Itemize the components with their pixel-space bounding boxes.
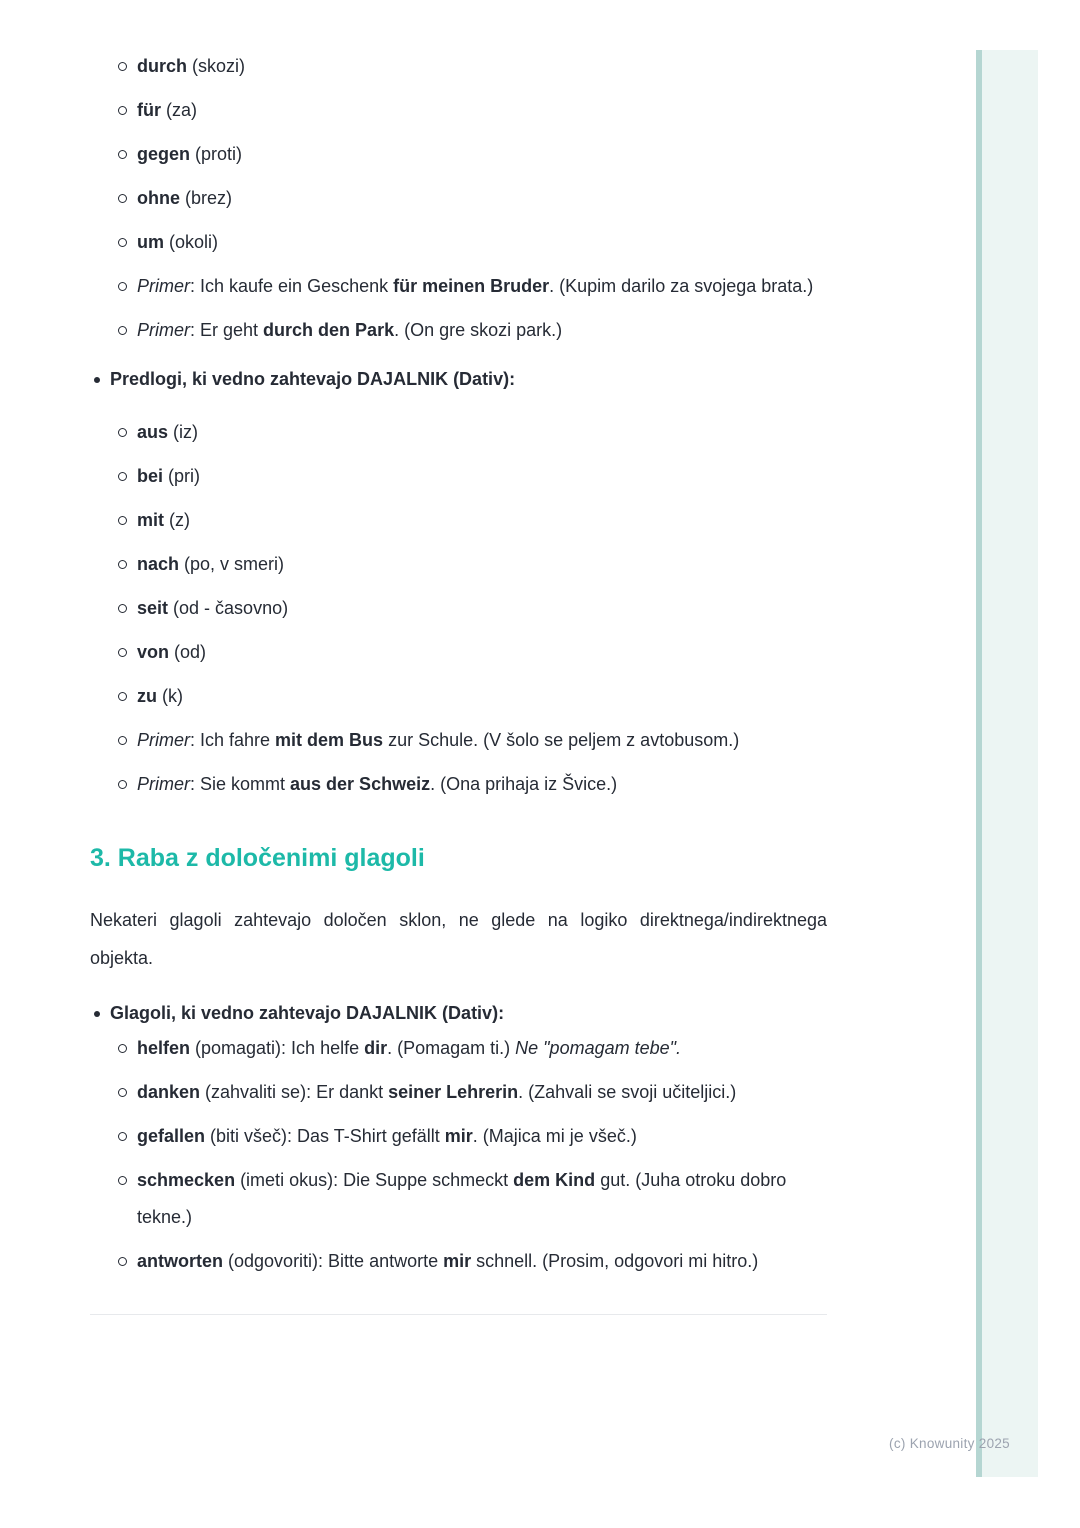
text-segment: Primer xyxy=(137,320,190,340)
list-item xyxy=(90,502,827,539)
text-segment: Predlogi, ki vedno zahtevajo DAJALNIK (Dativ): xyxy=(110,369,516,389)
list-item-text xyxy=(137,598,288,618)
dative-prepositions-list xyxy=(90,414,827,803)
text-segment: (imeti okus): Die Suppe schmeckt xyxy=(235,1170,514,1190)
bullet-circle-icon xyxy=(118,1176,127,1185)
list-item-text xyxy=(137,422,198,442)
copyright-credit: (c) Knowunity 2025 xyxy=(889,1436,1010,1451)
text-segment: gut. (Juha otroku dobro tekne.) xyxy=(137,1170,787,1227)
text-segment: um xyxy=(137,232,164,252)
dative-verbs-header xyxy=(90,995,827,1032)
list-item xyxy=(90,224,827,261)
text-segment: dir xyxy=(364,1038,388,1058)
text-segment: : Er geht xyxy=(190,320,264,340)
dative-prepositions-header-label xyxy=(110,369,515,389)
bullet-dot-icon xyxy=(94,1011,100,1017)
text-segment: (od - časovno) xyxy=(168,598,289,618)
bullet-circle-icon xyxy=(118,194,127,203)
text-segment: aus xyxy=(137,422,169,442)
text-segment: bei xyxy=(137,466,164,486)
text-segment: (proti) xyxy=(190,144,243,164)
list-item xyxy=(90,136,827,173)
list-item xyxy=(90,634,827,671)
text-segment: dem Kind xyxy=(513,1170,596,1190)
page-edge-stripe xyxy=(976,50,1038,1477)
list-item-text xyxy=(137,144,242,164)
text-segment: gegen xyxy=(137,144,191,164)
text-segment: mit xyxy=(137,510,164,530)
list-item xyxy=(90,312,827,349)
list-item xyxy=(90,1030,827,1067)
list-item-text xyxy=(137,774,617,794)
text-segment: Primer xyxy=(137,276,190,296)
text-segment: (pomagati): Ich helfe xyxy=(190,1038,365,1058)
text-segment: . (Ona prihaja iz Švice.) xyxy=(430,774,618,794)
text-segment: schmecken xyxy=(137,1170,236,1190)
text-segment: mir xyxy=(444,1126,473,1146)
intro-paragraph: Nekateri glagoli zahtevajo določen sklon, ne glede na logiko direktnega/indirektnega objekta. xyxy=(90,910,827,968)
bullet-circle-icon xyxy=(118,428,127,437)
text-segment: : Ich fahre xyxy=(190,730,276,750)
list-item-text xyxy=(137,686,183,706)
dative-verbs-header-label xyxy=(110,1003,504,1023)
list-item xyxy=(90,1118,827,1155)
text-segment: . (Kupim darilo za svojega brata.) xyxy=(549,276,814,296)
bullet-circle-icon xyxy=(118,62,127,71)
text-segment: schnell. (Prosim, odgovori mi hitro.) xyxy=(471,1251,759,1271)
bullet-dot-icon xyxy=(94,377,100,383)
text-segment: Glagoli, ki vedno zahtevajo DAJALNIK (Dativ): xyxy=(110,1003,505,1023)
text-segment: . (Majica mi je všeč.) xyxy=(472,1126,637,1146)
text-segment: gefallen xyxy=(137,1126,206,1146)
text-segment: : Ich kaufe ein Geschenk xyxy=(190,276,394,296)
list-item-text xyxy=(137,188,232,208)
accusative-prepositions-list xyxy=(90,48,827,349)
text-segment: seiner Lehrerin xyxy=(388,1082,519,1102)
list-item xyxy=(90,766,827,803)
text-segment: Ne "pomagam tebe". xyxy=(515,1038,682,1058)
list-item-text xyxy=(137,554,284,574)
bullet-circle-icon xyxy=(118,516,127,525)
bullet-circle-icon xyxy=(118,736,127,745)
bullet-circle-icon xyxy=(118,326,127,335)
text-segment: seit xyxy=(137,598,169,618)
dative-verbs-list xyxy=(90,1030,827,1280)
bullet-circle-icon xyxy=(118,648,127,657)
text-segment: . (Zahvali se svoji učiteljici.) xyxy=(518,1082,737,1102)
text-segment: : Sie kommt xyxy=(190,774,291,794)
text-segment: mir xyxy=(443,1251,472,1271)
document-page xyxy=(90,48,827,1315)
list-item xyxy=(90,180,827,217)
text-segment: danken xyxy=(137,1082,201,1102)
list-item xyxy=(90,414,827,451)
list-item xyxy=(90,590,827,627)
text-segment: für meinen Bruder xyxy=(393,276,550,296)
list-item-text xyxy=(137,1082,736,1102)
text-segment: (skozi) xyxy=(187,56,246,76)
bottom-divider xyxy=(90,1314,827,1315)
bullet-circle-icon xyxy=(118,1257,127,1266)
text-segment: (po, v smeri) xyxy=(179,554,285,574)
list-item xyxy=(90,1162,827,1236)
list-item-text xyxy=(137,730,739,750)
text-segment: Primer xyxy=(137,730,190,750)
list-item-text xyxy=(137,466,200,486)
text-segment: aus der Schweiz xyxy=(290,774,431,794)
text-segment: durch xyxy=(137,56,188,76)
text-segment: für xyxy=(137,100,161,120)
text-segment: (z) xyxy=(164,510,190,530)
list-item-text xyxy=(137,1126,637,1146)
bullet-circle-icon xyxy=(118,282,127,291)
section-heading: 3. Raba z določenimi glagoli xyxy=(90,844,425,872)
list-item-text xyxy=(137,56,245,76)
list-item xyxy=(90,1243,827,1280)
text-segment: Primer xyxy=(137,774,190,794)
list-item xyxy=(90,268,827,305)
text-segment: (brez) xyxy=(180,188,233,208)
list-item-text xyxy=(137,276,813,296)
text-segment: (biti všeč): Das T-Shirt gefällt xyxy=(205,1126,445,1146)
text-segment: (pri) xyxy=(163,466,201,486)
text-segment: zur Schule. (V šolo se peljem z avtobusom.) xyxy=(383,730,740,750)
bullet-circle-icon xyxy=(118,238,127,247)
list-item-text xyxy=(137,1038,681,1058)
text-segment: . (Pomagam ti.) xyxy=(387,1038,516,1058)
list-item xyxy=(90,678,827,715)
bullet-circle-icon xyxy=(118,560,127,569)
text-segment: (zahvaliti se): Er dankt xyxy=(200,1082,389,1102)
list-item xyxy=(90,48,827,85)
text-segment: zu xyxy=(137,686,157,706)
list-item-text xyxy=(137,1170,786,1227)
bullet-circle-icon xyxy=(118,692,127,701)
text-segment: helfen xyxy=(137,1038,191,1058)
list-item-text xyxy=(137,320,562,340)
bullet-circle-icon xyxy=(118,106,127,115)
text-segment: antworten xyxy=(137,1251,224,1271)
list-item xyxy=(90,722,827,759)
dative-prepositions-header xyxy=(90,361,827,398)
list-item xyxy=(90,546,827,583)
list-item-text xyxy=(137,642,206,662)
text-segment: mit dem Bus xyxy=(275,730,384,750)
text-segment: von xyxy=(137,642,170,662)
list-item xyxy=(90,458,827,495)
text-segment: (za) xyxy=(161,100,197,120)
text-segment: (k) xyxy=(157,686,183,706)
bullet-circle-icon xyxy=(118,1088,127,1097)
text-segment: (iz) xyxy=(168,422,199,442)
list-item-text xyxy=(137,510,190,530)
bullet-circle-icon xyxy=(118,604,127,613)
bullet-circle-icon xyxy=(118,780,127,789)
bullet-circle-icon xyxy=(118,1132,127,1141)
text-segment: (odgovoriti): Bitte antworte xyxy=(223,1251,444,1271)
bullet-circle-icon xyxy=(118,1044,127,1053)
text-segment: durch den Park xyxy=(263,320,395,340)
list-item-text xyxy=(137,232,218,252)
text-segment: nach xyxy=(137,554,180,574)
bullet-circle-icon xyxy=(118,472,127,481)
list-item xyxy=(90,92,827,129)
text-segment: . (On gre skozi park.) xyxy=(394,320,563,340)
list-item-text xyxy=(137,1251,758,1271)
text-segment: ohne xyxy=(137,188,180,208)
list-item-text xyxy=(137,100,197,120)
list-item xyxy=(90,1074,827,1111)
text-segment: (okoli) xyxy=(164,232,219,252)
text-segment: (od) xyxy=(169,642,207,662)
bullet-circle-icon xyxy=(118,150,127,159)
